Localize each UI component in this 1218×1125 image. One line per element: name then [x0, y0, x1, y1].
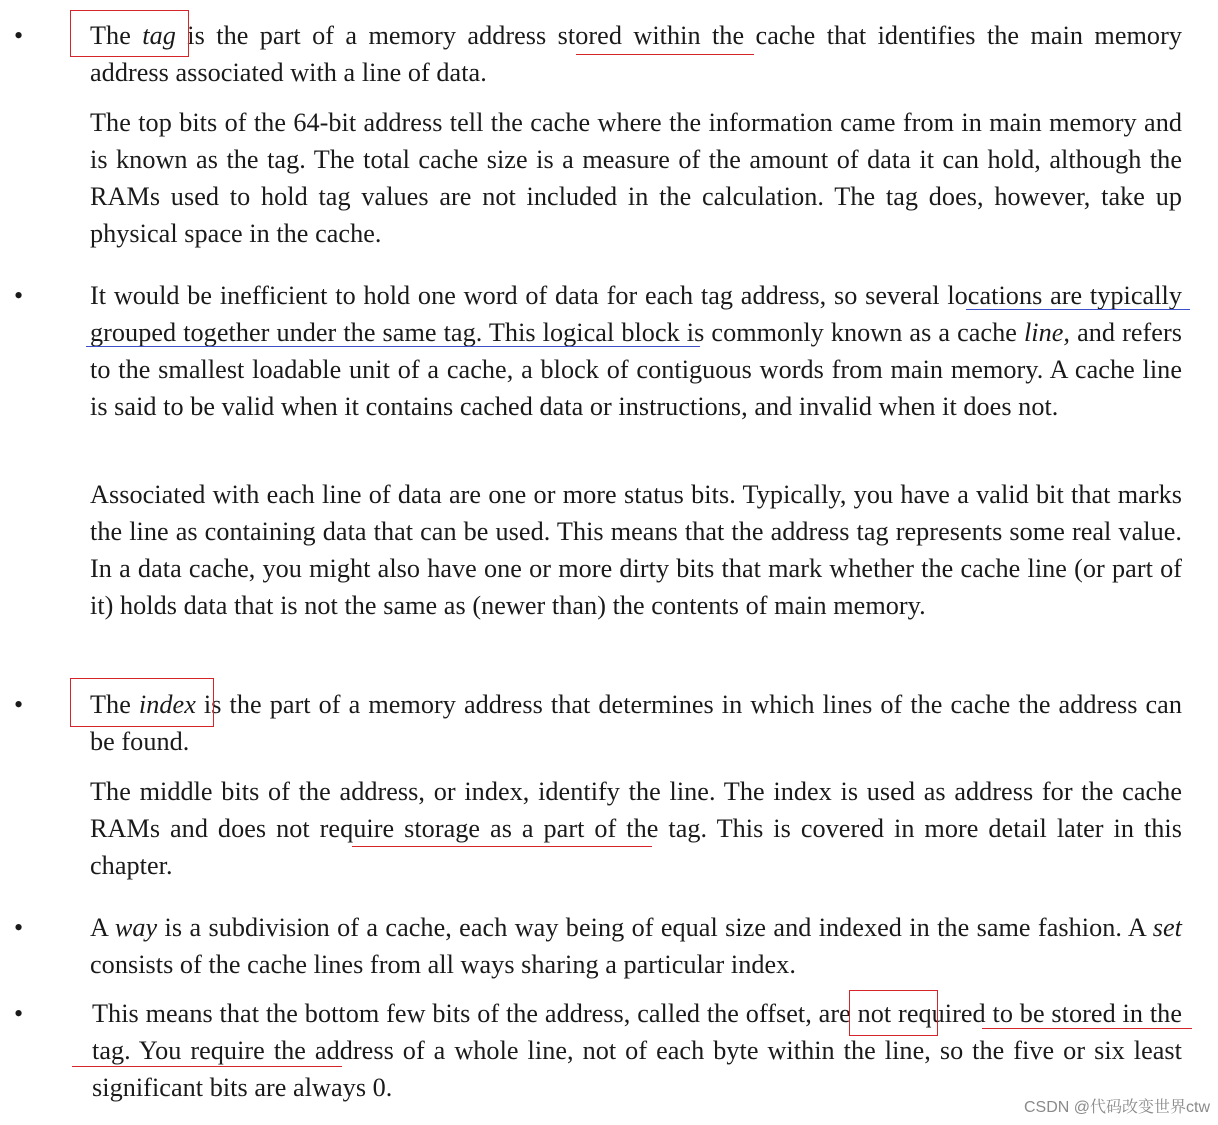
- bullet-3: •: [14, 690, 24, 719]
- annotation-underline-several-locations: [966, 309, 1190, 310]
- annotation-box-index: [70, 678, 214, 727]
- annotation-underline-stored-in-tag: [72, 1066, 342, 1067]
- bullet-4: •: [14, 913, 24, 942]
- watermark: CSDN @代码改变世界ctw: [1023, 1099, 1210, 1116]
- item-1-lead-post: is the part of a memory address stored within the cache that identifies the main memory address associated with a line of data.: [90, 21, 1182, 87]
- item-4-lead-pre: A: [90, 913, 115, 942]
- term-index: index: [138, 690, 196, 719]
- term-way: way: [114, 913, 158, 942]
- item-3-lead-post: is the part of a memory address that determines in which lines of the cache the address can be found.: [90, 690, 1182, 756]
- annotation-box-tag: [70, 10, 189, 57]
- item-2-lead-post: and refers to the smallest loadable unit of a cache, a block of contiguous words from main memory. A cache line is said to be valid when it contains cached data or instructions, and invalid when it does not.: [90, 318, 1182, 421]
- item-2-detail: Associated with each line of data are one or more status bits. Typically, you have a valid bit that marks the line as containing data that can be used. This means that the address tag represents some real value. In a data cache, you might also have one or more dirty bits that mark whether the cache line (or part of it) holds data that is not the same as (newer than) the contents of main memory.: [90, 480, 1182, 620]
- annotation-underline-stored-within: [576, 54, 754, 55]
- term-tag: tag: [142, 21, 176, 50]
- item-1-lead-pre: The: [90, 21, 143, 50]
- annotation-underline-grouped-same-tag: [86, 346, 700, 347]
- annotation-underline-not-required: [982, 1028, 1192, 1029]
- item-3-lead-pre: The: [90, 690, 139, 719]
- item-4-lead-post: consists of the cache lines from all ways sharing a particular index.: [90, 950, 796, 979]
- item-1-detail: The top bits of the 64-bit address tell the cache where the information came from in main memory and is known as the tag. The total cache size is a measure of the amount of data it can hold, although the RAMs used to hold tag values are not included in the calculation. The tag does, however, take up physical space in the cache.: [90, 108, 1182, 248]
- item-2-lead-pre: It would be inefficient to hold one word of data for each tag address, so several locations are typically grouped together under the same tag. This logical block is commonly known as a cache: [90, 281, 1182, 347]
- bullet-5: •: [14, 999, 24, 1028]
- item-4-lead: [90, 909, 1182, 983]
- term-line: line,: [1023, 318, 1071, 347]
- item-5-lead: This means that the bottom few bits of the address, called the offset, are not required to be stored in the tag. You require the address of a whole line, not of each byte within the line, so the five or six least significant bits are always 0.: [92, 999, 1182, 1102]
- item-2-lead: [90, 277, 1182, 425]
- item-3-lead: [90, 686, 1182, 760]
- item-4-lead-mid: is a subdivision of a cache, each way being of equal size and indexed in the same fashion. A: [157, 913, 1153, 942]
- term-set: set: [1152, 913, 1182, 942]
- item-3-detail: The middle bits of the address, or index, identify the line. The index is used as address for the cache RAMs and does not require storage as a part of the tag. This is covered in more detail later in this chapter.: [90, 777, 1182, 880]
- bullet-1: •: [14, 21, 24, 50]
- bullet-2: •: [14, 281, 24, 310]
- annotation-underline-no-storage: [352, 846, 652, 847]
- annotation-box-offset: [849, 990, 938, 1036]
